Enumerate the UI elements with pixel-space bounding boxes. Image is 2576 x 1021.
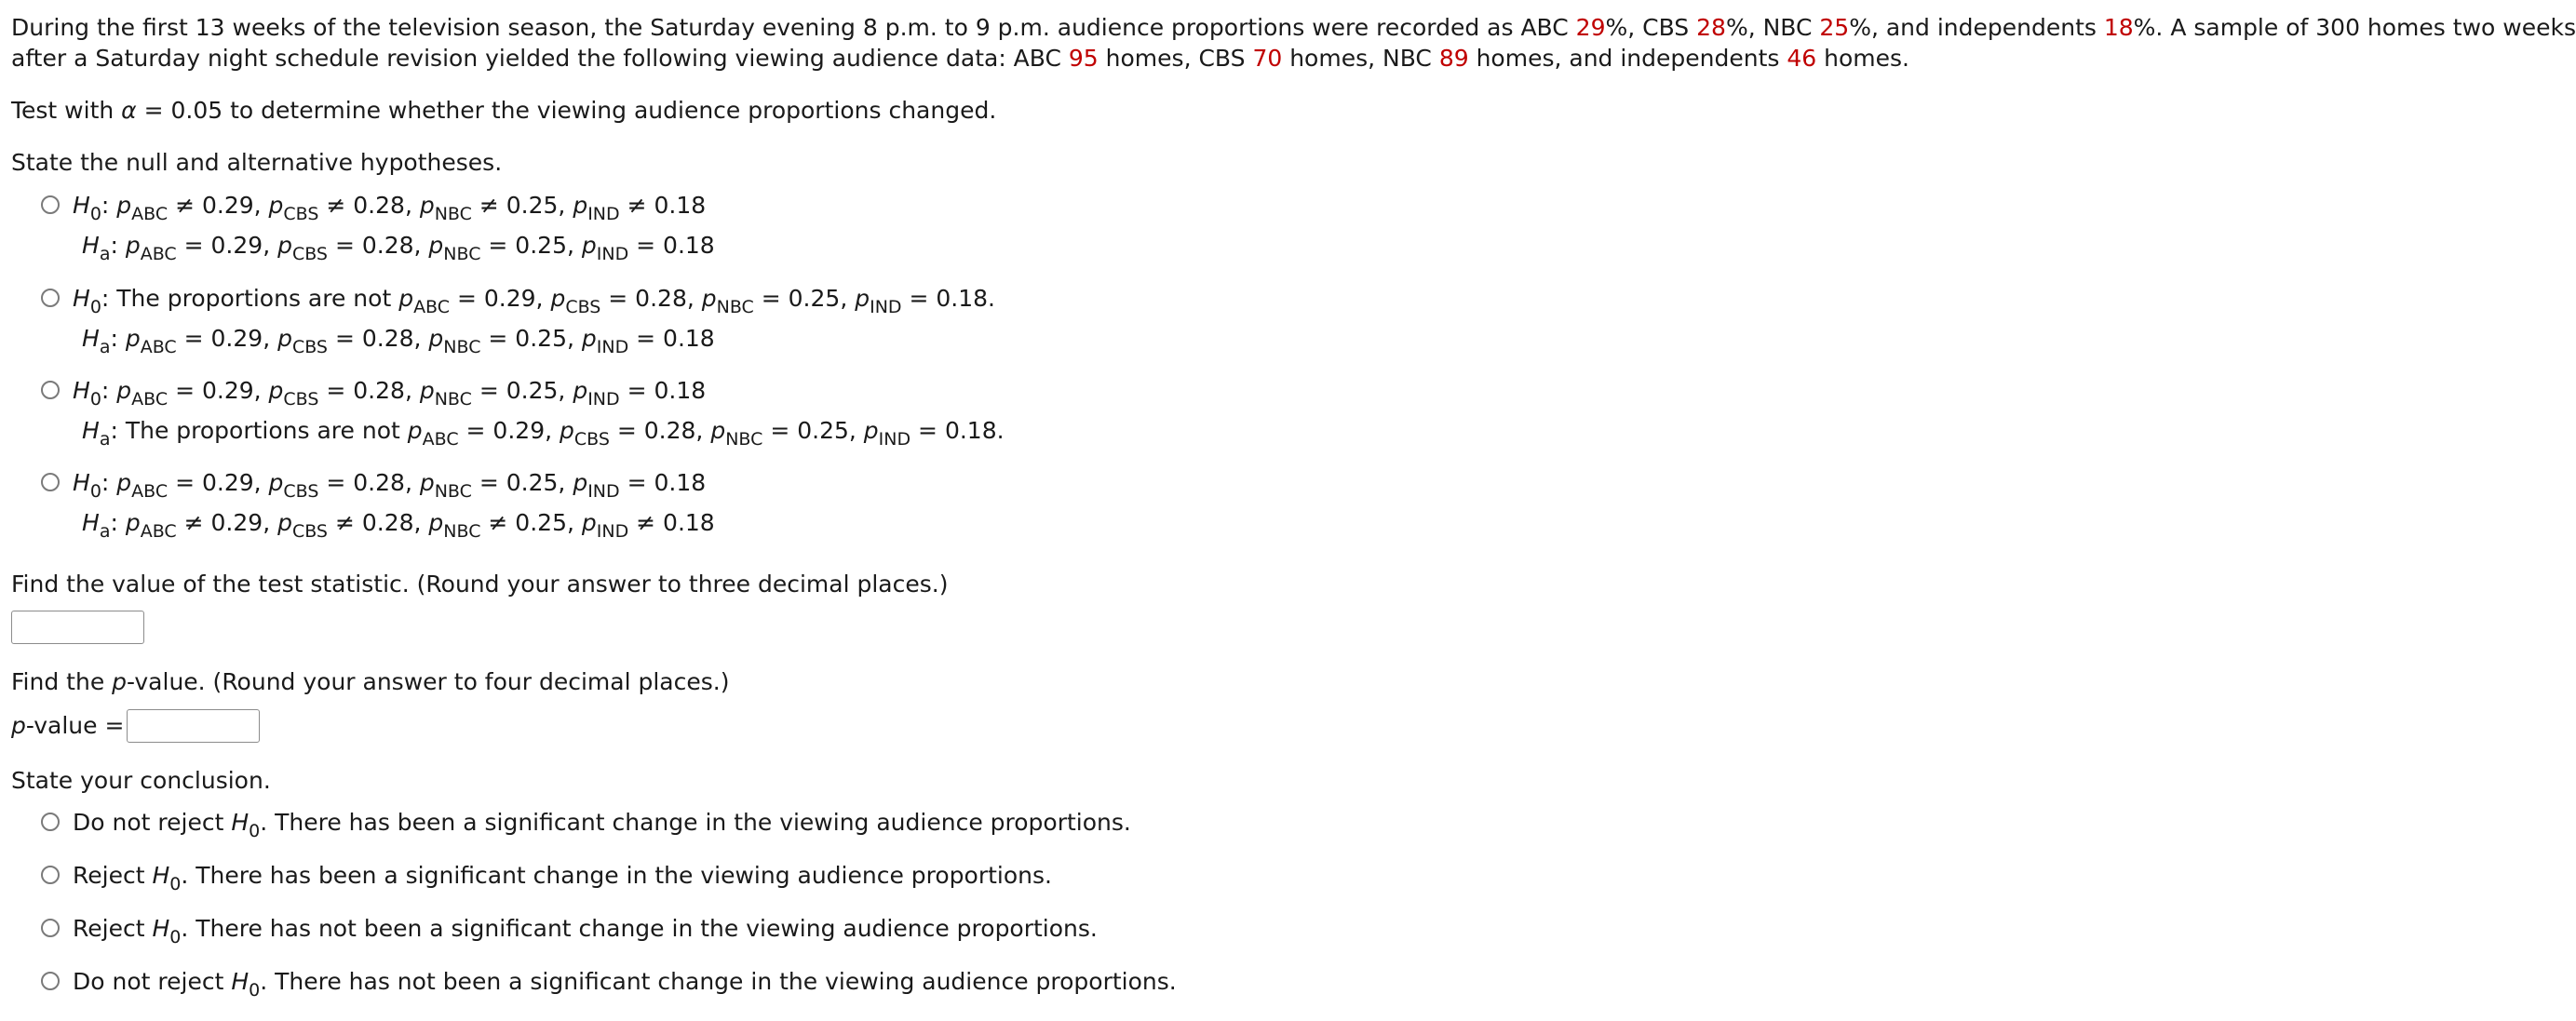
conclusion-option-3[interactable]: Reject $H_0$. There has not been a significant change in the viewing audience proportions. — [73, 915, 1098, 947]
cbs-percent: 28 — [1696, 14, 1726, 41]
conclusion-option-4-radio[interactable] — [41, 972, 60, 990]
conclusion-option-4[interactable]: Do not reject $H_0$. There has not been a significant change in the viewing audience proportions. — [73, 968, 1177, 1001]
problem-line-2: after a Saturday night schedule revision yielded the following viewing audience data: ABC 95 homes, CBS 70 homes, NBC 89 homes, and independents 46 homes. — [11, 45, 1909, 72]
nbc-homes: 89 — [1438, 45, 1469, 72]
p-value-prompt: Find the p-value. (Round your answer to four decimal places.) — [11, 668, 730, 695]
test-statistic-prompt: Find the value of the test statistic. (Round your answer to three decimal places.) — [11, 571, 949, 598]
ind-homes: 46 — [1787, 45, 1817, 72]
cbs-homes: 70 — [1252, 45, 1283, 72]
option4-ha[interactable]: $H_a$: $p_{ABC} \ne 0.29$, $p_{CBS} \ne 0.28$, $p_{NBC} \ne 0.25$, $p_{IND} \ne 0.18$ — [82, 509, 715, 542]
hypothesis-option-1-radio[interactable] — [41, 195, 60, 214]
test-instruction: Test with α = 0.05 to determine whether the viewing audience proportions changed. — [11, 97, 997, 124]
option2-ha[interactable]: $H_a$: $p_{ABC} = 0.29$, $p_{CBS} = 0.28$, $p_{NBC} = 0.25$, $p_{IND} = 0.18$ — [82, 325, 715, 357]
conclusion-option-3-radio[interactable] — [41, 919, 60, 937]
test-statistic-input[interactable] — [11, 611, 144, 644]
conclusion-option-2[interactable]: Reject $H_0$. There has been a significant change in the viewing audience proportions. — [73, 862, 1052, 894]
option1-h0[interactable]: $H_0$: $p_{ABC} \ne 0.29$, $p_{CBS} \ne 0.28$, $p_{NBC} \ne 0.25$, $p_{IND} \ne 0.18$ — [73, 192, 707, 224]
ind-percent: 18 — [2103, 14, 2134, 41]
option1-ha[interactable]: $H_a$: $p_{ABC} = 0.29$, $p_{CBS} = 0.28$, $p_{NBC} = 0.25$, $p_{IND} = 0.18$ — [82, 232, 715, 264]
abc-percent: 29 — [1575, 14, 1606, 41]
hypothesis-option-2-radio[interactable] — [41, 289, 60, 307]
option3-h0[interactable]: $H_0$: $p_{ABC} = 0.29$, $p_{CBS} = 0.28$, $p_{NBC} = 0.25$, $p_{IND} = 0.18$ — [73, 377, 707, 410]
nbc-percent: 25 — [1819, 14, 1850, 41]
p-value-input[interactable] — [127, 709, 260, 743]
abc-homes: 95 — [1068, 45, 1099, 72]
conclusion-option-2-radio[interactable] — [41, 866, 60, 884]
hypothesis-option-4-radio[interactable] — [41, 473, 60, 491]
conclusion-option-1-radio[interactable] — [41, 813, 60, 831]
option4-h0[interactable]: $H_0$: $p_{ABC} = 0.29$, $p_{CBS} = 0.28$, $p_{NBC} = 0.25$, $p_{IND} = 0.18$ — [73, 469, 707, 502]
hypotheses-prompt: State the null and alternative hypotheses. — [11, 149, 503, 176]
option2-h0[interactable]: $H_0$: The proportions are not $p_{ABC} = 0.29$, $p_{CBS} = 0.28$, $p_{NBC} = 0.25$, $p_{IND} = 0.18$. — [73, 285, 995, 317]
problem-line-1: During the first 13 weeks of the television season, the Saturday evening 8 p.m. to 9 p.m. audience proportions were recorded as ABC 29%, CBS 28%, NBC 25%, and independents 18%. A sample of 300 homes two weeks — [11, 14, 2576, 41]
option3-ha[interactable]: $H_a$: The proportions are not $p_{ABC} = 0.29$, $p_{CBS} = 0.28$, $p_{NBC} = 0.25$, $p_{IND} = 0.18$. — [82, 417, 1005, 450]
conclusion-prompt: State your conclusion. — [11, 767, 271, 794]
conclusion-option-1[interactable]: Do not reject $H_0$. There has been a significant change in the viewing audience proportions. — [73, 809, 1131, 841]
hypothesis-option-3-radio[interactable] — [41, 381, 60, 399]
p-value-label: p-value = — [11, 712, 125, 739]
